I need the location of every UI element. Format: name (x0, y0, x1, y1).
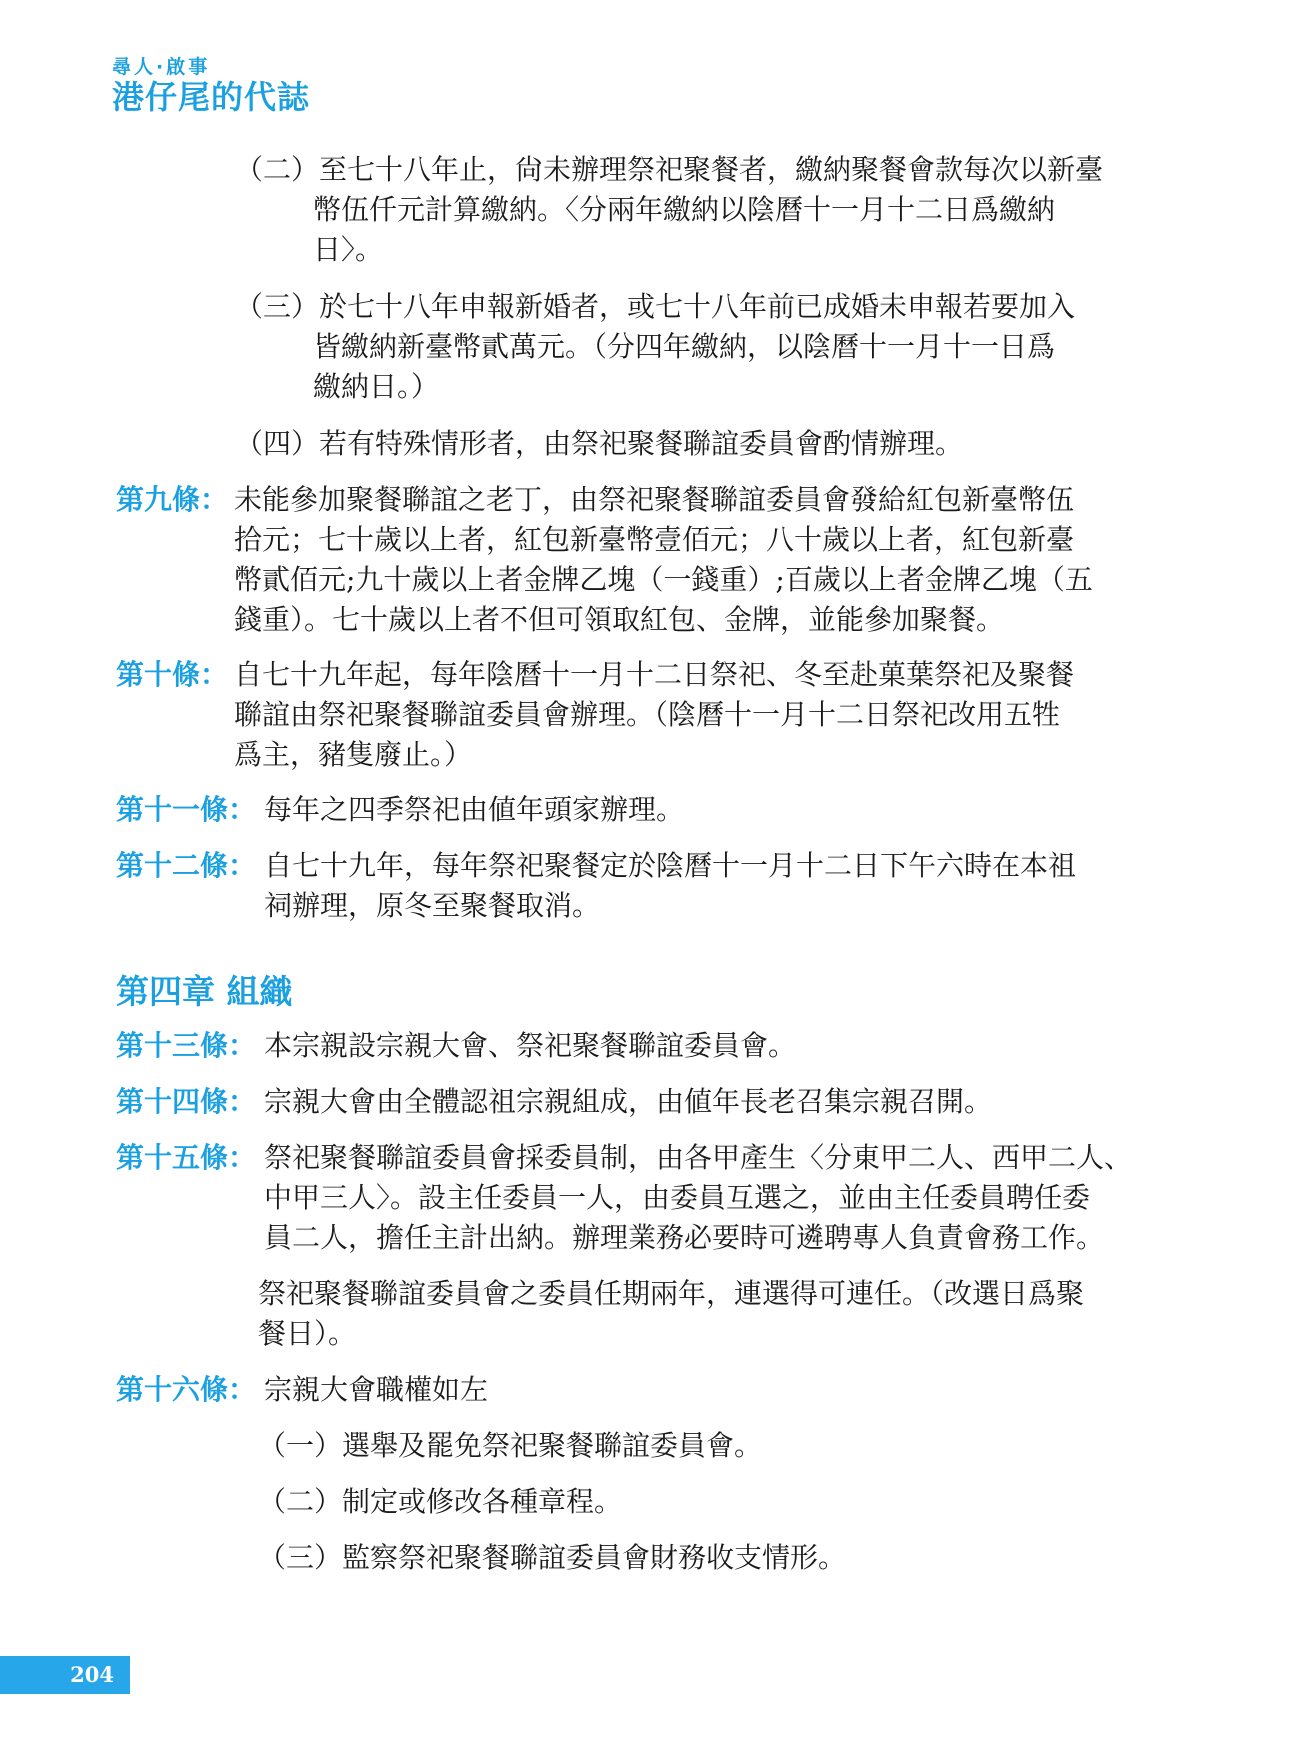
article-label: 第十六條： (116, 1373, 257, 1406)
page-number: 204 (0, 1656, 130, 1694)
article-label: 第十一條： (116, 793, 257, 826)
article-11: 第十一條： 每年之四季祭祀由値年頭家辦理。 (116, 790, 1216, 830)
article-16-item-2: （二）制定或修改各種章程。 (258, 1485, 623, 1518)
article-label: 第十四條： (116, 1085, 257, 1118)
article-label: 第十五條： (116, 1141, 257, 1174)
article-label: 第十條： (116, 658, 229, 691)
logo-line-2: 港仔尾的代誌 (112, 78, 311, 116)
article-15: 第十五條： 祭祀聚餐聯誼委員會採委員制，由各甲產生〈分東甲二人、西甲二人、 中甲三人〉。設主任委員一人，由委員互選之，並由主任委員聘任委 員二人，擔任主計出納。辦理業務必要時可遴聘專人負責會務工作。 (116, 1138, 1216, 1258)
article-label: 第十二條： (116, 849, 257, 882)
article-8-item-4: （四）若有特殊情形者，由祭祀聚餐聯誼委員會酌情辦理。 (235, 427, 964, 460)
logo-line-1: 尋人·啟事 (112, 56, 211, 78)
article-15-paragraph-2: 祭祀聚餐聯誼委員會之委員任期兩年，連選得可連任。（改選日爲聚 餐日）。 (258, 1277, 1085, 1350)
article-13: 第十三條： 本宗親設宗親大會、祭祀聚餐聯誼委員會。 (116, 1026, 1216, 1066)
article-14: 第十四條： 宗親大會由全體認祖宗親組成，由値年長老召集宗親召開。 (116, 1082, 1216, 1122)
article-label: 第九條： (116, 483, 229, 516)
article-16: 第十六條： 宗親大會職權如左 (116, 1370, 1216, 1410)
article-8-item-2: （二）至七十八年止，尙未辦理祭祀聚餐者，繳納聚餐會款每次以新臺 幣伍仟元計算繳納。〈分兩年繳納以陰曆十一月十二日爲繳納 日〉。 (235, 153, 1104, 266)
chapter-heading: 第四章 組織 (116, 972, 293, 1011)
article-12: 第十二條： 自七十九年，每年祭祀聚餐定於陰曆十一月十二日下午六時在本祖 祠辦理，原冬至聚餐取消。 (116, 846, 1216, 926)
article-10: 第十條： 自七十九年起，每年陰曆十一月十二日祭祀、冬至赴菓葉祭祀及聚餐 聯誼由祭祀聚餐聯誼委員會辦理。（陰曆十一月十二日祭祀改用五牲 爲主，豬隻廢止。） (116, 655, 1216, 775)
article-16-item-1: （一）選舉及罷免祭祀聚餐聯誼委員會。 (258, 1429, 763, 1462)
article-9: 第九條： 未能參加聚餐聯誼之老丁，由祭祀聚餐聯誼委員會發給紅包新臺幣伍 拾元；七十歲以上者，紅包新臺幣壹佰元；八十歲以上者，紅包新臺 幣貳佰元;九十歲以上者金牌乙塊（一錢重）;百歲以上者金牌乙塊（五 錢重）。七十歲以上者不但可領取紅包、金牌，並能參加聚餐。 (116, 480, 1216, 640)
article-16-item-3: （三）監察祭祀聚餐聯誼委員會財務收支情形。 (258, 1541, 847, 1574)
header-logo (112, 56, 310, 116)
article-8-item-3: （三）於七十八年申報新婚者，或七十八年前已成婚未申報若要加入 皆繳納新臺幣貳萬元。（分四年繳納，以陰曆十一月十一日爲 繳納日。） (235, 290, 1076, 403)
article-label: 第十三條： (116, 1029, 257, 1062)
